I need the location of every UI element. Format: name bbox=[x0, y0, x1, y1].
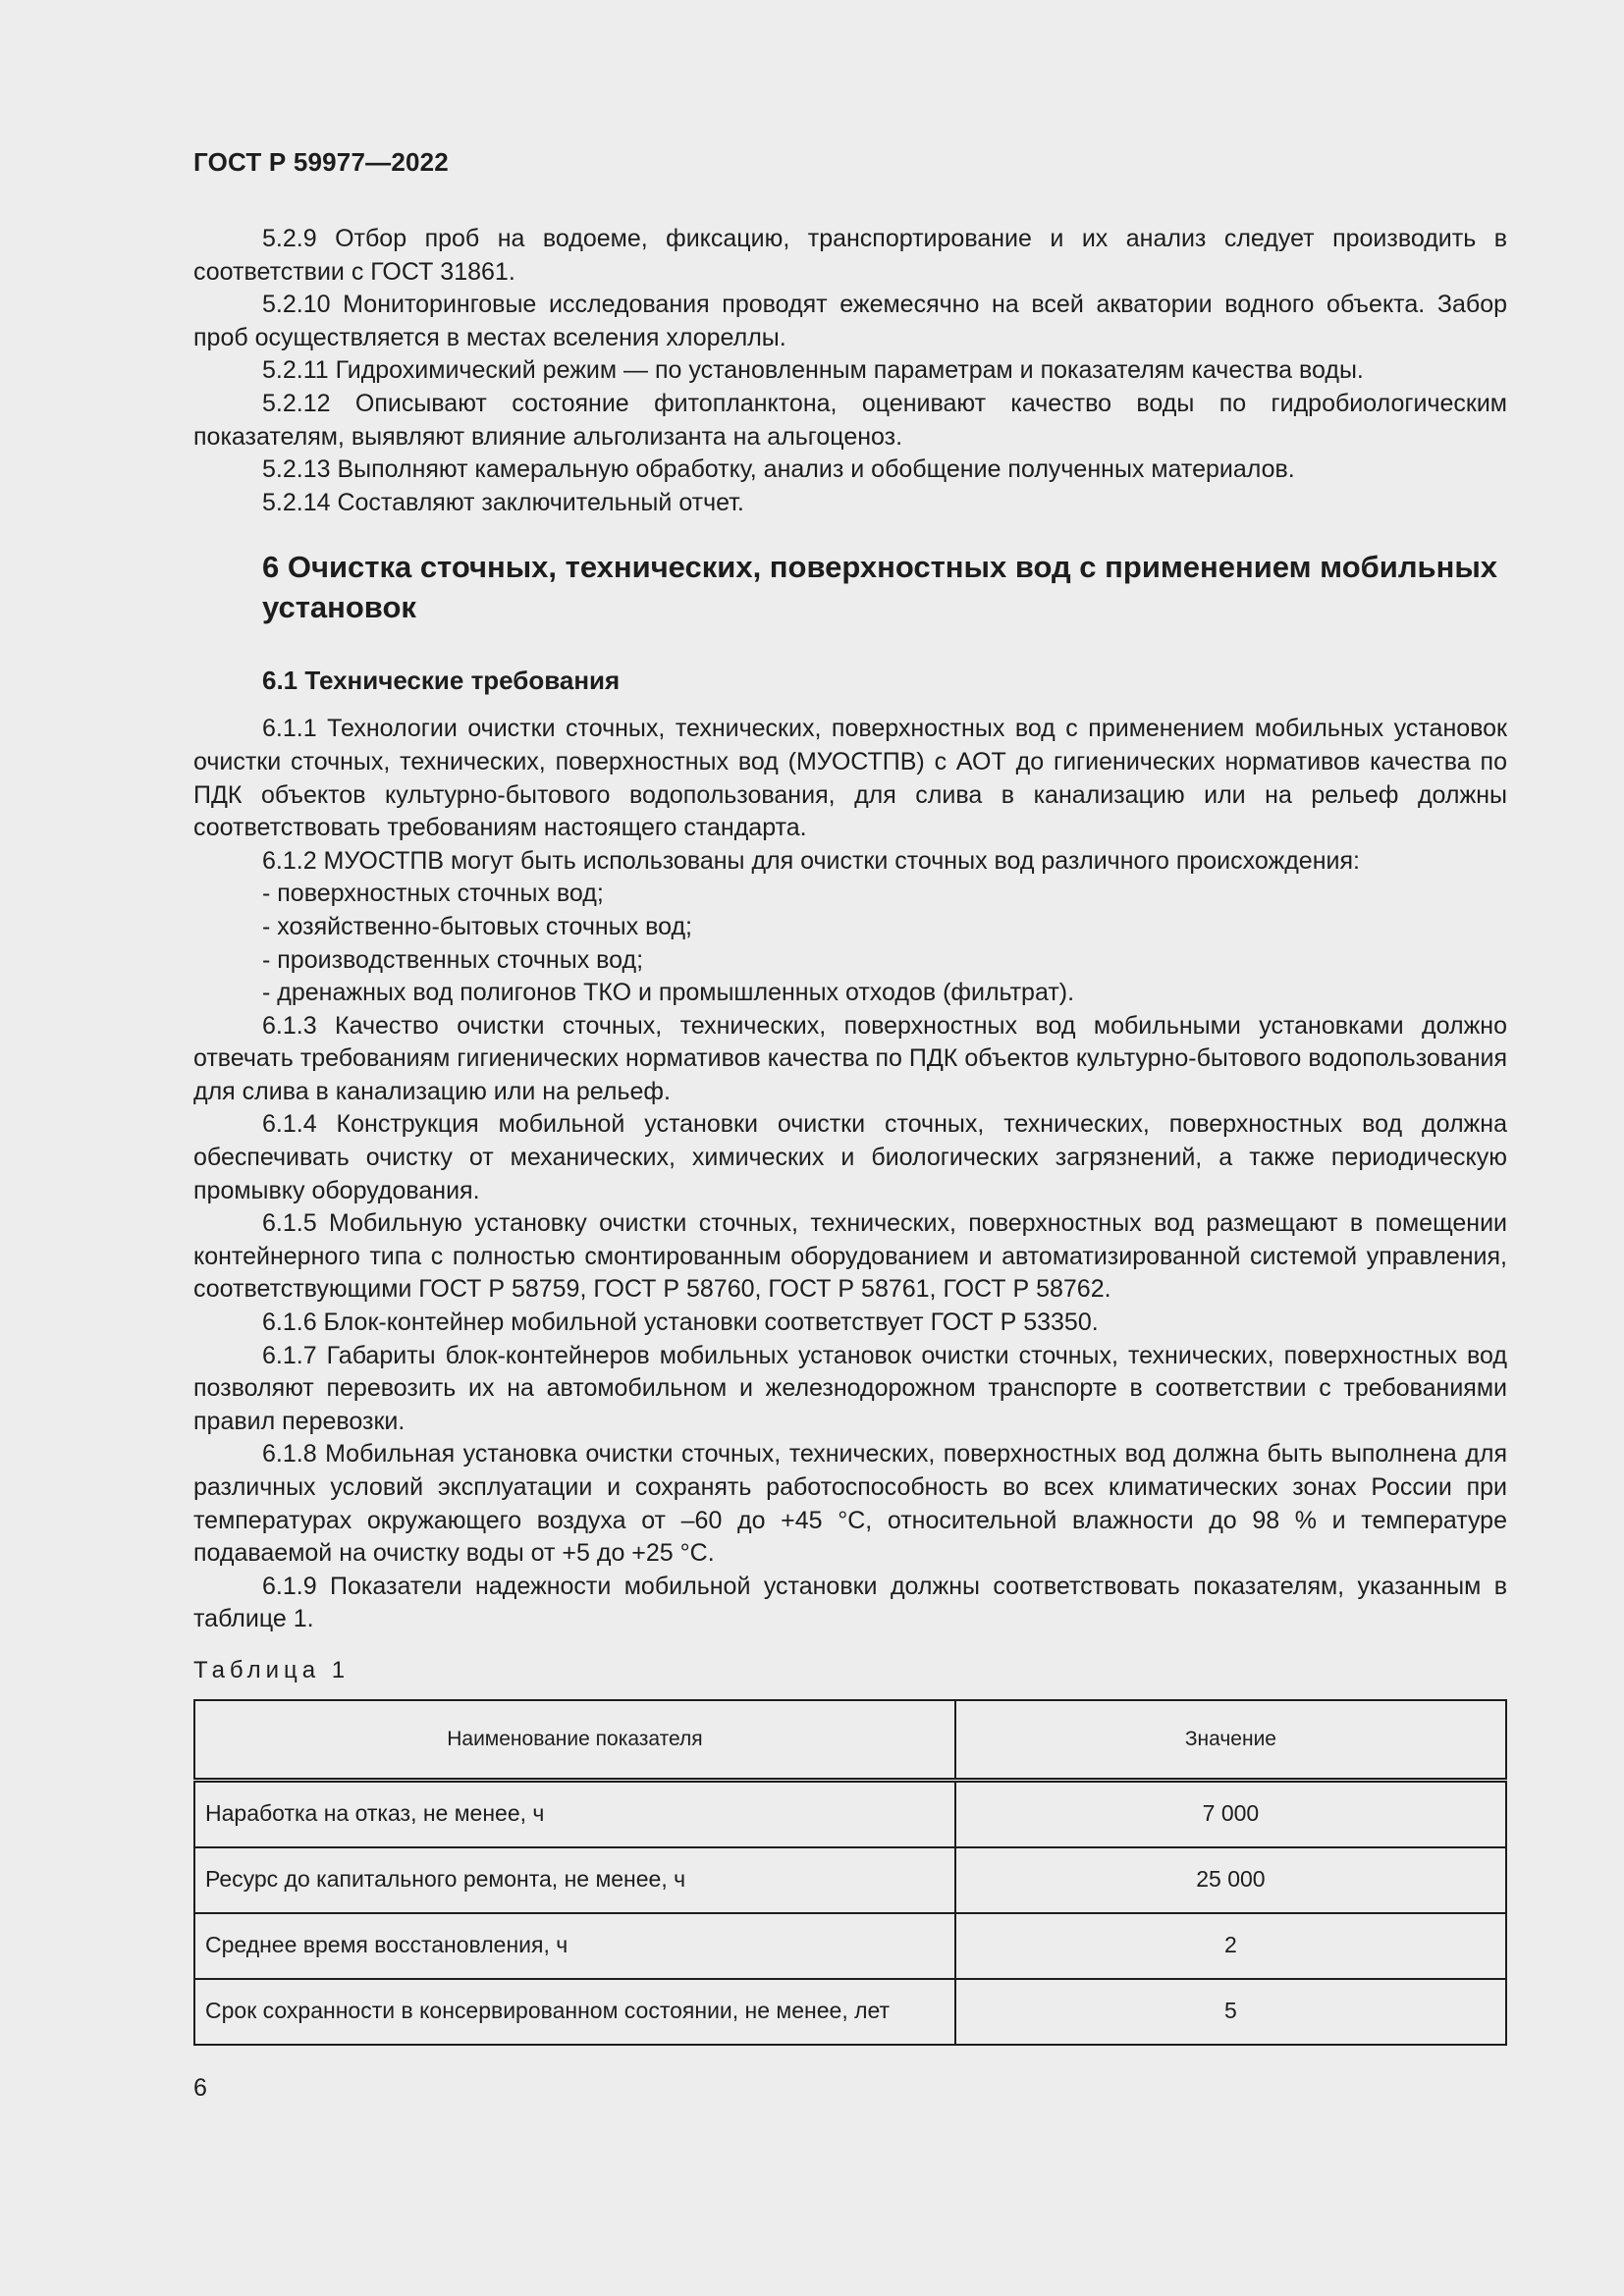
paragraph: 6.1.8 Мобильная установка очистки сточных, технических, поверхностных вод должна быть выполнена для различных условий эксплуатации и сохранять работоспособность во всех климатических зонах России при температурах окружающего воздуха от –60 до +45 °С, относительной влажности до 98 % и температуре подаваемой на очистку воды от +5 до +25 °С. bbox=[193, 1440, 1507, 1568]
paragraph: 5.2.14 Составляют заключительный отчет. bbox=[262, 488, 744, 516]
table-cell-value: 5 bbox=[955, 1979, 1506, 2045]
table-header-value: Значение bbox=[955, 1700, 1506, 1781]
paragraph: 6.1.7 Габариты блок-контейнеров мобильных установок очистки сточных, технических, поверхностных вод позволяют перевозить их на автомобильном и железнодорожном транспорте в соответствии с требованиями правил перевозки. bbox=[193, 1341, 1507, 1435]
table-cell-name: Наработка на отказ, не менее, ч bbox=[194, 1780, 955, 1847]
paragraph: 5.2.13 Выполняют камеральную обработку, анализ и обобщение полученных материалов. bbox=[262, 455, 1295, 484]
paragraph: 6.1.9 Показатели надежности мобильной установки должны соответствовать показателям, указанным в таблице 1. bbox=[193, 1572, 1507, 1633]
table-cell-name: Среднее время восстановления, ч bbox=[194, 1913, 955, 1979]
list-item: - хозяйственно-бытовых сточных вод; bbox=[262, 912, 692, 940]
table-header-name: Наименование показателя bbox=[194, 1700, 955, 1781]
paragraph: 6.1.3 Качество очистки сточных, технических, поверхностных вод мобильными установками должно отвечать требованиям гигиенических нормативов качества по ПДК объектов культурно-бытового водопользования для слива в канализацию или на рельеф. bbox=[193, 1011, 1507, 1105]
table-row bbox=[194, 1979, 1506, 2045]
paragraph: 6.1.5 Мобильную установку очистки сточных, технических, поверхностных вод размещают в помещении контейнерного типа с полностью смонтированным оборудованием и автоматизированной системой управления, соответствующими ГОСТ Р 58759, ГОСТ Р 58760, ГОСТ Р 58761, ГОСТ Р 58762. bbox=[193, 1209, 1507, 1304]
paragraph: 5.2.9 Отбор проб на водоеме, фиксацию, транспортирование и их анализ следует производить в соответствии с ГОСТ 31861. bbox=[193, 225, 1507, 286]
paragraph: 6.1.6 Блок-контейнер мобильной установки соответствует ГОСТ Р 53350. bbox=[262, 1308, 1099, 1337]
table-row bbox=[194, 1913, 1506, 1979]
list-item: - дренажных вод полигонов ТКО и промышленных отходов (фильтрат). bbox=[262, 979, 1075, 1007]
table-cell-value: 7 000 bbox=[955, 1780, 1506, 1847]
page-number: 6 bbox=[193, 2074, 207, 2102]
paragraph: 6.1.2 МУОСТПВ могут быть использованы для очистки сточных вод различного происхождения: bbox=[262, 846, 1360, 875]
paragraph: 6.1.4 Конструкция мобильной установки очистки сточных, технических, поверхностных вод должна обеспечивать очистку от механических, химических и биологических загрязнений, а также периодическую промывку оборудования. bbox=[193, 1110, 1507, 1204]
subsection-title: 6.1 Технические требования bbox=[262, 666, 621, 696]
document-id: ГОСТ Р 59977—2022 bbox=[193, 147, 449, 177]
paragraph: 5.2.12 Описывают состояние фитопланктона, оценивают качество воды по гидробиологическим показателям, выявляют влияние альголизанта на альгоценоз. bbox=[193, 389, 1507, 451]
list-item: - производственных сточных вод; bbox=[262, 945, 644, 974]
paragraph: 5.2.10 Мониторинговые исследования проводят ежемесячно на всей акватории водного объекта. Забор проб осуществляется в местах вселения хлореллы. bbox=[193, 291, 1507, 351]
table-cell-value: 25 000 bbox=[955, 1847, 1506, 1913]
table-cell-name: Ресурс до капитального ремонта, не менее, ч bbox=[194, 1847, 955, 1913]
table-row bbox=[194, 1847, 1506, 1913]
table-cell-value: 2 bbox=[955, 1913, 1506, 1979]
list-item: - поверхностных сточных вод; bbox=[262, 880, 604, 908]
paragraph: 6.1.1 Технологии очистки сточных, технических, поверхностных вод с применением мобильных установок очистки сточных, технических, поверхностных вод (МУОСТПВ) с АОТ до гигиенических нормативов качества по ПДК объектов культурно-бытового водопользования, для слива в канализацию или на рельеф должны соответствовать требованиям настоящего стандарта. bbox=[193, 715, 1507, 842]
table-header-row bbox=[194, 1700, 1506, 1781]
table-caption: Таблица 1 bbox=[193, 1656, 351, 1683]
page-content bbox=[193, 223, 1507, 2046]
paragraph: 5.2.11 Гидрохимический режим — по установленным параметрам и показателям качества воды. bbox=[262, 356, 1364, 385]
reliability-table bbox=[193, 1699, 1507, 2046]
table-row bbox=[194, 1780, 1506, 1847]
section-title: 6 Очистка сточных, технических, поверхностных вод с применением мобильных установок bbox=[262, 550, 1498, 625]
table-cell-name: Срок сохранности в консервированном состоянии, не менее, лет bbox=[194, 1979, 955, 2045]
